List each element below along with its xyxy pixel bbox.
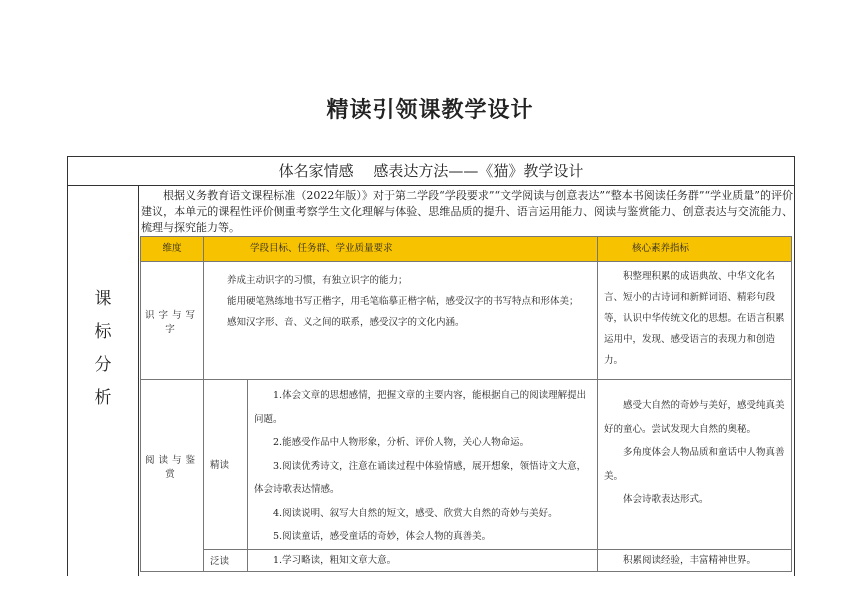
goal-text: 4.阅读说明、叙写大自然的短文，感受、欣赏大自然的奇妙与美好。 bbox=[273, 507, 558, 519]
core-text: 积整理积累的成语典故、中华文化名言、短小的古诗词和新鲜词语、精彩句段等，认识中华传统文化的思想。在语言积累运用中，发现、感受语言的表现力和创造力。 bbox=[604, 271, 785, 366]
core-text: 积累阅读经验，丰富精神世界。 bbox=[623, 554, 757, 566]
row-goals bbox=[248, 549, 598, 571]
section-column bbox=[67, 186, 139, 576]
goal-text: 感知汉字形、音、义之间的联系，感受汉字的文化内涵。 bbox=[227, 317, 465, 328]
core-text: 体会诗歌表达形式。 bbox=[623, 494, 709, 505]
goal-text: 1.体会文章的思想感情，把握文章的主要内容，能根据自己的阅读理解提出问题。 bbox=[254, 390, 587, 425]
goal-text: 3.阅读优秀诗文，注意在诵读过程中体验情感，展开想象，领悟诗文大意，体会诗歌表达情感。 bbox=[254, 460, 587, 495]
table-row bbox=[141, 262, 792, 380]
document-title: 精读引领课教学设计 bbox=[326, 97, 534, 123]
row-goals bbox=[204, 262, 598, 380]
section-label bbox=[67, 284, 139, 416]
row-sub: 精读 bbox=[204, 380, 248, 550]
row-dimension: 阅读与鉴赏 bbox=[141, 380, 204, 572]
goal-text: 2.能感受作品中人物形象，分析、评价人物，关心人物命运。 bbox=[273, 437, 530, 448]
row-sub: 泛读 bbox=[204, 549, 248, 571]
table-header-row bbox=[141, 237, 792, 262]
row-goals bbox=[248, 380, 598, 550]
section-label-char: 课 bbox=[94, 289, 112, 309]
standards-table bbox=[140, 236, 792, 572]
design-subtitle: 体名家情感 感表达方法——《猫》教学设计 bbox=[67, 156, 795, 186]
row-core bbox=[598, 380, 792, 550]
goal-text: 5.阅读童话，感受童话的奇妙，体会人物的真善美。 bbox=[273, 531, 492, 542]
row-core bbox=[598, 549, 792, 571]
section-label-char: 标 bbox=[94, 322, 112, 342]
row-core bbox=[598, 262, 792, 380]
goal-text: 养成主动识字的习惯，有独立识字的能力； bbox=[227, 275, 408, 286]
table-row bbox=[141, 380, 792, 550]
goal-text: 能用硬笔熟练地书写正楷字，用毛笔临摹正楷字帖，感受汉字的书写特点和形体美； bbox=[227, 296, 579, 307]
goal-text: 1.学习略读，粗知文章大意。 bbox=[273, 554, 397, 566]
header-dimension: 维度 bbox=[141, 237, 204, 262]
core-text: 感受大自然的奇妙与美好，感受纯真美好的童心。尝试发现大自然的奥秘。 bbox=[604, 400, 785, 435]
section-label-char: 析 bbox=[94, 388, 112, 408]
header-goals: 学段目标、任务群、学业质量要求 bbox=[204, 237, 598, 262]
standards-intro: 根据义务教育语文课程标准（2022年版）》对于第二学段“学段要求”“文学阅读与创意表达”“整本书阅读任务群”“学业质量”的评价建议，本单元的课程性评价侧重考察学生文化理解与体验、思维品质的提升、语言运用能力、阅读与鉴赏能力、创意表达与交流能力、梳理与探究能力等。 bbox=[141, 189, 793, 234]
row-dimension: 识字与写字 bbox=[141, 262, 204, 380]
core-text: 多角度体会人物品质和童话中人物真善美。 bbox=[604, 447, 785, 482]
section-label-char: 分 bbox=[94, 355, 112, 375]
table-row bbox=[141, 549, 792, 571]
header-core: 核心素养指标 bbox=[598, 237, 792, 262]
